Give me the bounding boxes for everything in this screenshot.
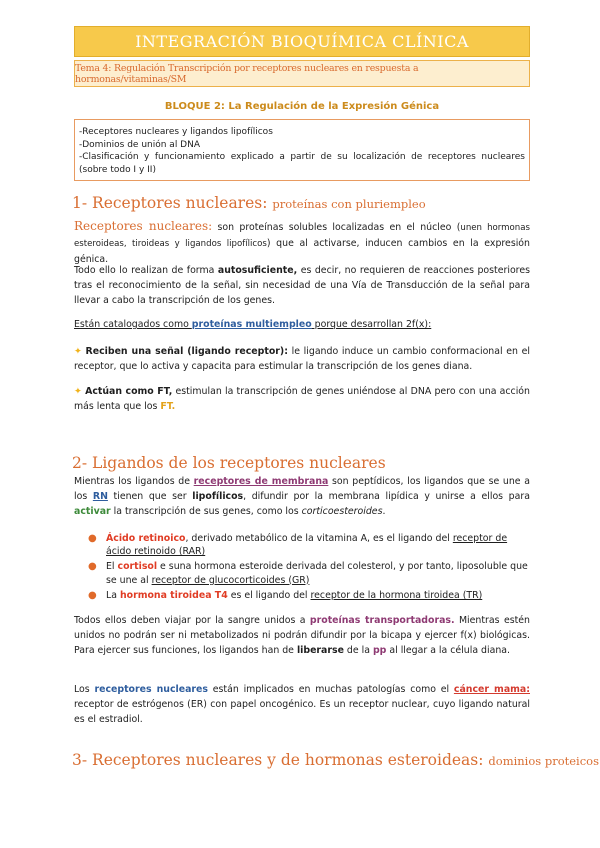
section-1-heading: 1- Receptores nucleares: proteínas con pluriempleo xyxy=(72,194,426,212)
list-item: ● El cortisol e suna hormona esteroide derivada del colesterol, y por tanto, liposoluble que se une al receptor de glucocorticoides (GR) xyxy=(88,561,528,586)
section-1-paragraph-3: Están catalogados como proteínas multiempleo porque desarrollan 2f(x): xyxy=(74,319,432,330)
section-2-paragraph-1: Mientras los ligandos de receptores de membrana son peptídicos, los ligandos que se une a los RN tienen que ser lipofílicos, difundir por la membrana lipídica y unirse a ellos para activar la transcripción de sus genes, como los corticoesteroides. xyxy=(74,476,531,518)
function-item-2: ✦ Actúan como FT, estimulan la transcripción de genes uniéndose al DNA pero con una acción más lenta que los FT. xyxy=(74,386,530,413)
function-item-1: ✦ Reciben una señal (ligando receptor): le ligando induce un cambio conformacional en el receptor, que lo activa y capacita para estimular la transcripción de los genes diana. xyxy=(74,346,530,373)
block-title: BLOQUE 2: La Regulación de la Expresión Génica xyxy=(164,101,440,112)
index-item: -Clasificación y funcionamiento explicado a partir de su localización de receptores nucleares (sobre todo I y II) xyxy=(79,152,525,175)
star-icon: ✦ xyxy=(74,386,82,397)
section-1-paragraph-1: Receptores nucleares: son proteínas solubles localizadas en el núcleo (unen hormonas esteroideas, tiroideas y ligandos lipofílicos) que al activarse, inducen cambios en la expresión génica. xyxy=(74,219,531,266)
section-2-paragraph-2: Todos ellos deben viajar por la sangre unidos a proteínas transportadoras. Mientras estén unidos no podrán ser ni metabolizados ni podrán difundir por la bicapa y ejercer f(x) biológicas. Para ejercer sus funciones, los ligandos han de liberarse de la pp al llegar a la célula diana. xyxy=(74,615,530,657)
section-2-heading: 2- Ligandos de los receptores nucleares xyxy=(72,454,386,472)
list-item: ● Ácido retinoico, derivado metabólico de la vitamina A, es el ligando del receptor de ácido retinoido (RAR) xyxy=(88,533,508,558)
index-item: -Receptores nucleares y ligandos lipofílicos xyxy=(79,127,273,137)
list-item: ● La hormona tiroidea T4 es el ligando del receptor de la hormona tiroidea (TR) xyxy=(88,589,483,601)
topic-index-box xyxy=(74,119,530,181)
topic-title: Tema 4: Regulación Transcripción por receptores nucleares en respuesta a hormonas/vitaminas/SM xyxy=(75,62,419,85)
document-title-banner xyxy=(74,26,530,57)
bullet-icon: ● xyxy=(88,561,97,573)
document-title: INTEGRACIÓN BIOQUÍMICA CLÍNICA xyxy=(135,32,469,51)
topic-banner xyxy=(74,60,530,87)
star-icon: ✦ xyxy=(74,346,82,357)
ligand-list xyxy=(84,532,530,602)
section-3-heading: 3- Receptores nucleares y de hormonas esteroideas: dominios proteicos xyxy=(72,751,599,769)
index-item: -Dominios de unión al DNA xyxy=(79,139,200,150)
section-2-paragraph-3: Los receptores nucleares están implicados en muchas patologías como el cáncer mama: receptor de estrógenos (ER) con papel oncogénico. Es un receptor nuclear, cuyo ligando natural es el estradiol. xyxy=(74,684,530,726)
bullet-icon: ● xyxy=(88,533,97,544)
bullet-icon: ● xyxy=(88,589,97,601)
section-1-paragraph-2: Todo ello lo realizan de forma autosuficiente, es decir, no requieren de reacciones posteriores tras el reconocimiento de la señal, sin necesidad de una Vía de Transducción de la señal para llevar a cabo la transcripción de los genes. xyxy=(74,265,530,307)
